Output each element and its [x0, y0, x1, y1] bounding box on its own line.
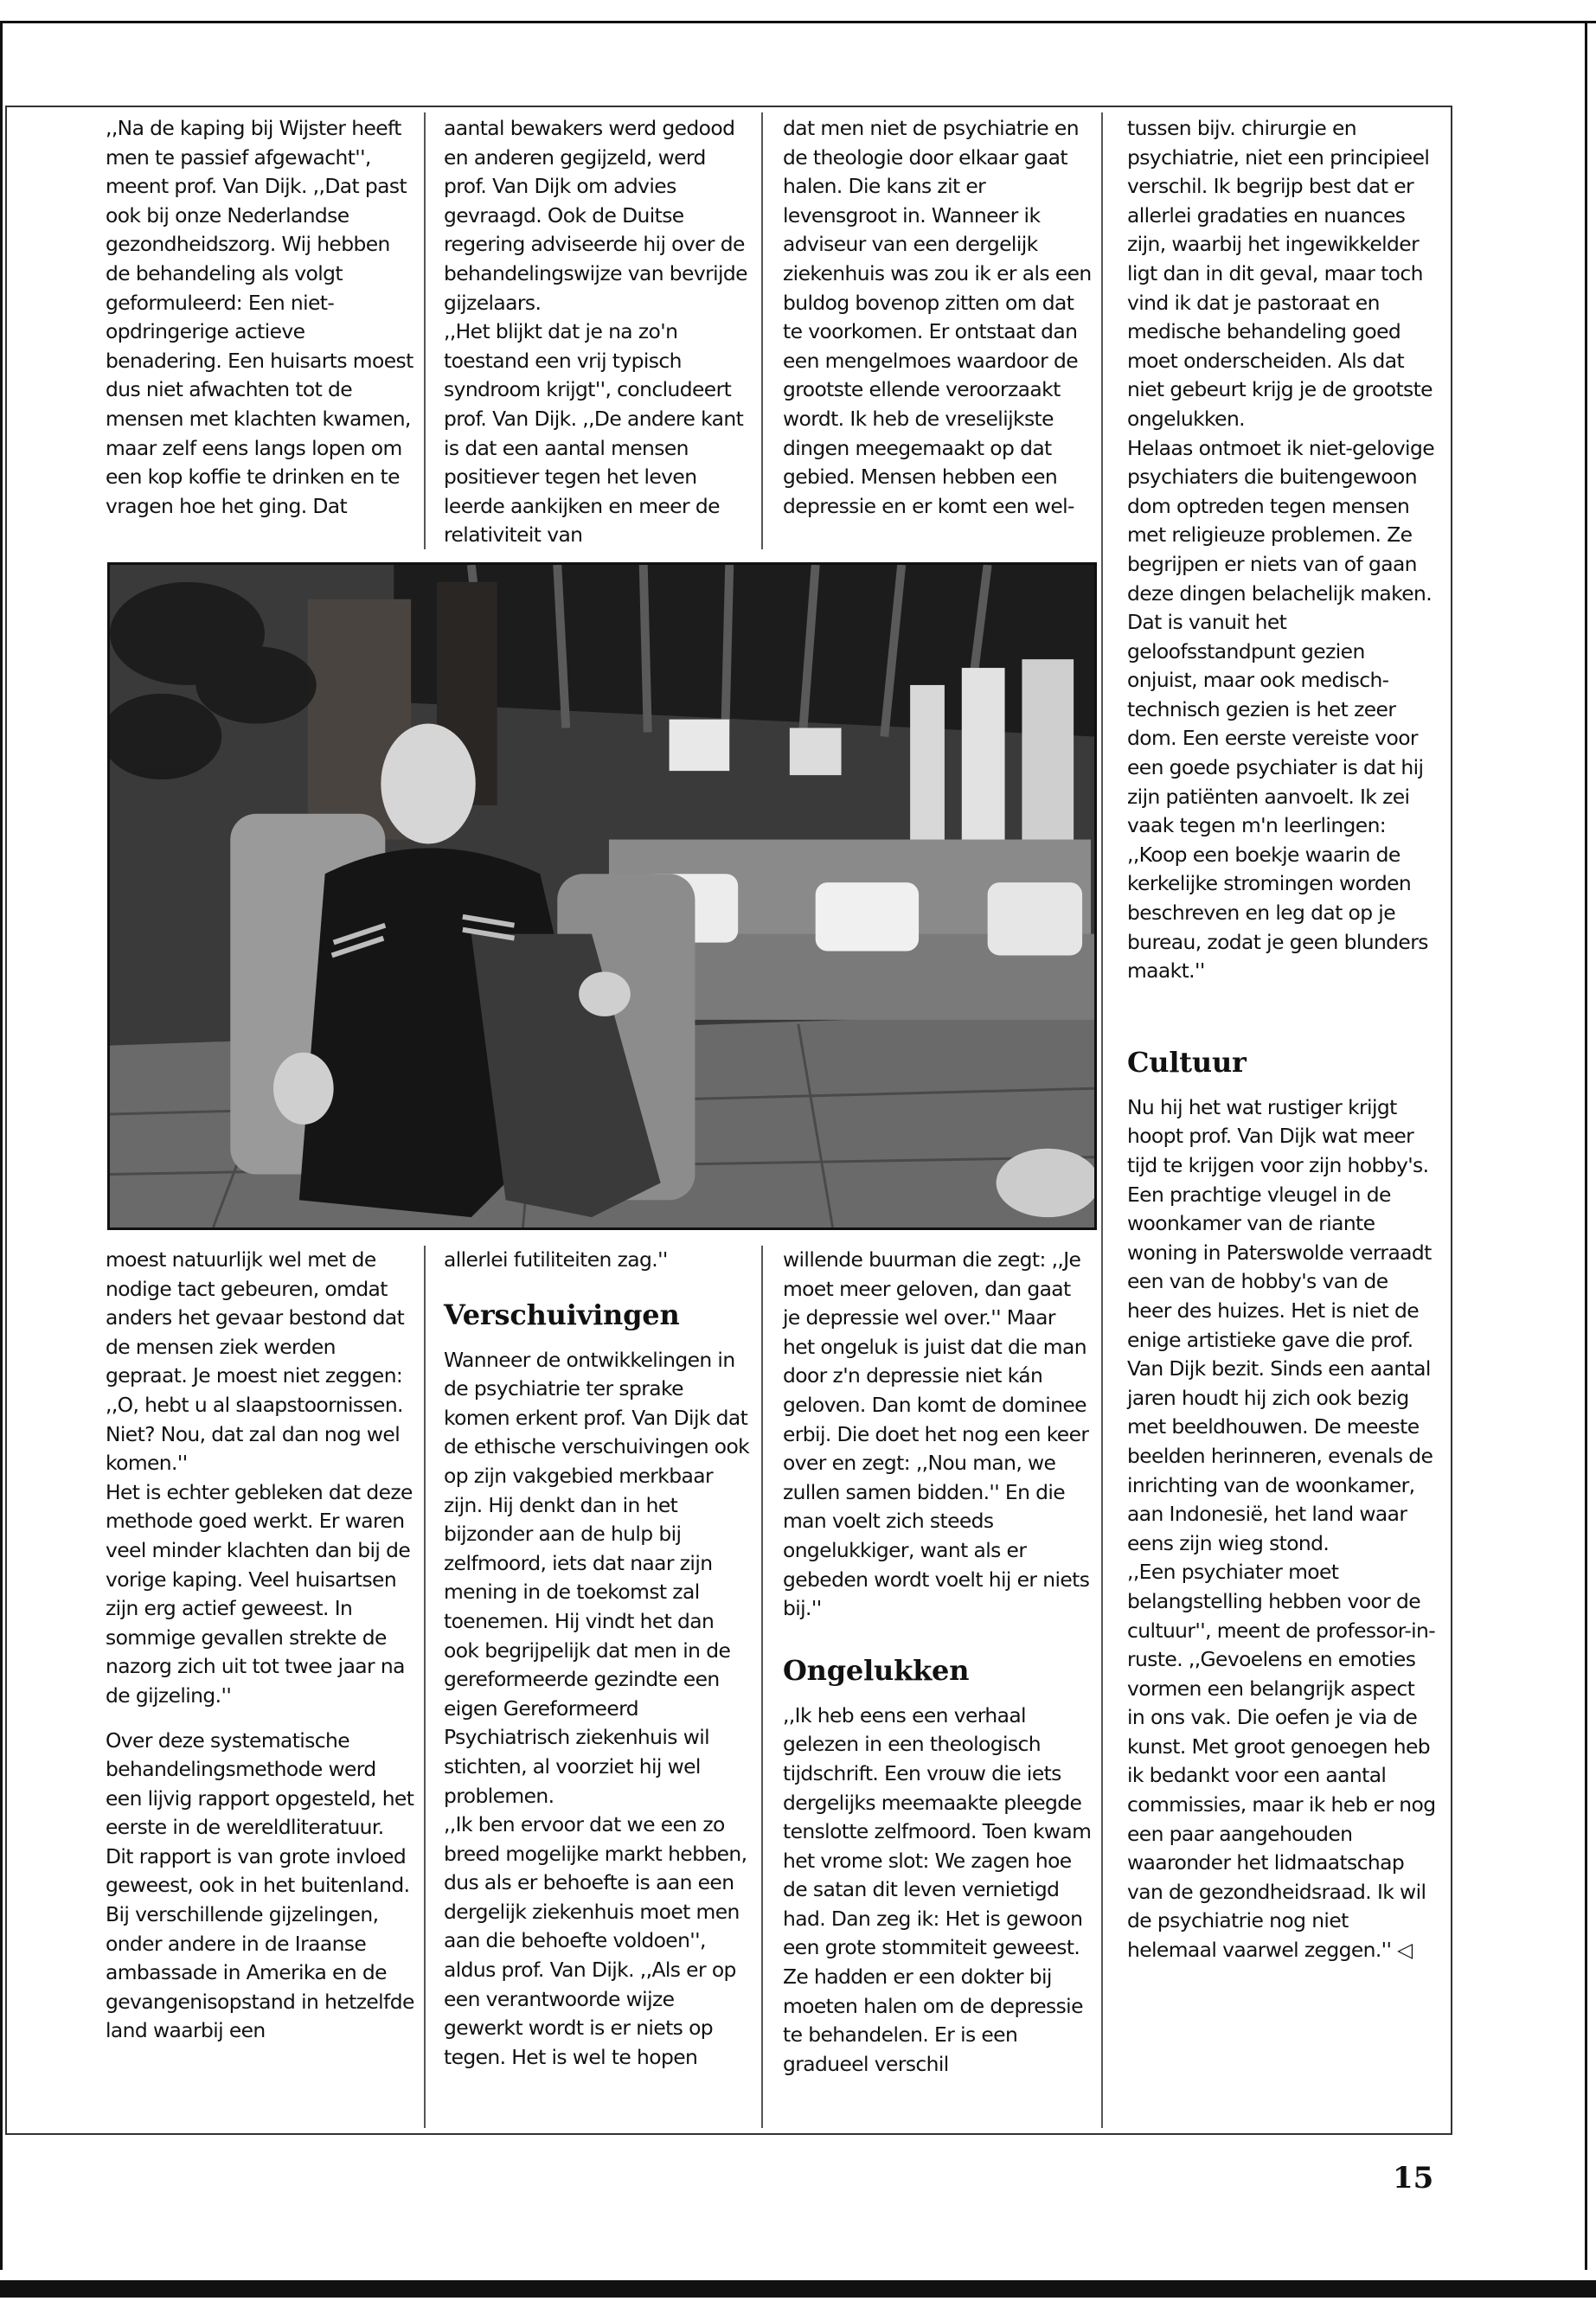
- column-1-top: [106, 114, 415, 521]
- column-rule: [761, 112, 763, 549]
- column-rule: [424, 112, 426, 549]
- section-heading-verschuivingen: Verschuivingen: [444, 1298, 680, 1331]
- photo-man-in-armchair: [107, 562, 1097, 1230]
- photo-man-in-armchair-icon: [110, 565, 1094, 1227]
- column-1-bottom: [106, 1246, 415, 2046]
- paragraph: Nu hij het wat rustiger krijgt hoopt prof. Van Dijk wat meer tijd te krijgen voor zijn hobby's. Een prachtige vleugel in de woonkamer van de riante woning in Paterswolde verraadt een van de hobby's van de heer des huizes. Het is niet de enige artistieke gave die prof. Van Dijk bezit. Sinds een aantal jaren houdt hij zich ook bezig met beeldhouwen. De meeste beelden herinneren, evenals de inrichting van de woonkamer, aan Indonesië, het land waar eens zijn wieg stond.: [1127, 1094, 1433, 1555]
- top-border-line: [0, 21, 1596, 23]
- paragraph: ,,Het blijkt dat je na zo'n toestand een vrij typisch syndroom krijgt'', concludeert prof. Van Dijk. ,,De andere kant is dat een aantal mensen positiever tegen het leven leerde aankijken en meer de relativiteit van: [444, 319, 744, 548]
- paragraph: ,,Na de kaping bij Wijster heeft men te passief afgewacht'', meent prof. Van Dijk. ,,Dat past ook bij onze Nederlandse gezondheidszorg. Wij hebben de behandeling als volgt geformuleerd: Een niet-opdringerige actieve benadering. Een huisarts moest dus niet afwachten tot de mensen met klachten kwamen, maar zelf eens langs lopen om een kop koffie te drinken en te vragen hoe het ging. Dat: [106, 116, 413, 518]
- right-border-line: [1585, 21, 1587, 2270]
- left-border-line: [0, 21, 3, 2270]
- section-heading-ongelukken: Ongelukken: [783, 1653, 970, 1687]
- column-3-top: [783, 114, 1093, 521]
- paragraph: ,,Ik ben ervoor dat we een zo breed mogelijke markt hebben, dus als er behoefte is aan een dergelijk ziekenhuis moet men aan die behoefte voldoen'', aldus prof. Van Dijk. ,,Als er op een verantwoorde wijze gewerkt wordt is er niets op tegen. Het is wel te hopen: [444, 1812, 747, 2069]
- paragraph: Helaas ontmoet ik niet-gelovige psychiaters die buitengewoon dom optreden tegen mensen met religieuze problemen. Ze begrijpen er niets van of gaan deze dingen belachelijk maken. Dat is vanuit het geloofsstandpunt gezien onjuist, maar ook medisch-technisch gezien is het zeer dom. Een eerste vereiste voor een goede psychiater is dat hij zijn patiënten aanvoelt. Ik zei vaak tegen m'n leerlingen: ,,Koop een boekje waarin de kerkelijke stromingen worden beschreven en leg dat op je bureau, zodat je geen blunders maakt.'': [1127, 435, 1434, 984]
- bottom-border-bar: [0, 2280, 1596, 2298]
- paragraph: willende buurman die zegt: ,,Je moet meer geloven, dan gaat je depressie wel over.'' Maar het ongeluk is juist dat die man door z'n depressie niet kán geloven. Dan komt de dominee erbij. Die doet het nog een keer over en zegt: ,,Nou man, we zullen samen bidden.'' En die man voelt zich steeds ongelukkiger, want als er gebeden wordt voelt hij er niets bij.'': [783, 1247, 1090, 1621]
- paragraph: ,,Ik heb eens een verhaal gelezen in een theologisch tijdschrift. Een vrouw die iets dergelijks meemaakte pleegde tenslotte zelfmoord. Toen kwam het vrome slot: We zagen hoe de satan dit leven vernietigd had. Dan zeg ik: Het is gewoon een grote stommiteit geweest. Ze hadden er een dokter bij moeten halen om de depressie te behandelen. Er is een gradueel verschil: [783, 1702, 1092, 2076]
- paragraph: Over deze systematische behandelingsmethode werd een lijvig rapport opgesteld, het eerste in de wereldliteratuur. Dit rapport is van grote invloed geweest, ook in het buitenland. Bij verschillende gijzelingen, onder andere in de Iraanse ambassade in Amerika en de gevangenisopstand in hetzelfde land waarbij een: [106, 1727, 414, 2043]
- column-rule: [761, 1246, 763, 2128]
- paragraph: aantal bewakers werd gedood en anderen gegijzeld, werd prof. Van Dijk om advies gevraagd. Ook de Duitse regering adviseerde hij over de behandelingswijze van bevrijde gijzelaars.: [444, 116, 747, 315]
- column-4: [1127, 114, 1437, 1965]
- page-number: 15: [1393, 2161, 1434, 2195]
- column-rule: [424, 1246, 426, 2128]
- column-rule: [1101, 112, 1103, 2128]
- paragraph: moest natuurlijk wel met de nodige tact gebeuren, omdat anders het gevaar bestond dat de mensen ziek werden gepraat. Je moest niet zeggen: ,,O, hebt u al slaapstoornissen. Niet? Nou, dat zal dan nog wel komen.'': [106, 1247, 405, 1476]
- column-2-top: [444, 114, 753, 550]
- paragraph: allerlei futiliteiten zag.'': [444, 1247, 668, 1272]
- section-heading-cultuur: Cultuur: [1127, 1045, 1247, 1079]
- paragraph: Wanneer de ontwikkelingen in de psychiatrie ter sprake komen erkent prof. Van Dijk dat de ethische verschuivingen ook op zijn vakgebied merkbaar zijn. Hij denkt dan in het bijzonder aan de hulp bij zelfmoord, iets dat naar zijn mening in de toekomst zal toenemen. Hij vindt het dan ook begrijpelijk dat men in de gereformeerde gezindte een eigen Gereformeerd Psychiatrisch ziekenhuis wil stichten, al voorziet hij wel problemen.: [444, 1347, 750, 1808]
- paragraph: Het is echter gebleken dat deze methode goed werkt. Er waren veel minder klachten dan bij de vorige kaping. Veel huisartsen zijn erg actief geweest. In sommige gevallen strekte de nazorg zich uit tot twee jaar na de gijzeling.'': [106, 1479, 413, 1708]
- paragraph: ,,Een psychiater moet belangstelling hebben voor de cultuur'', meent de professor-in-ruste. ,,Gevoelens en emoties vormen een belangrijk aspect in ons vak. Die oefen je via de kunst. Met groot genoegen heb ik bedankt voor een aantal commissies, maar ik heb er nog een paar aangehouden waaronder het lidmaatschap van de gezondheidsraad. Ik wil de psychiatrie nog niet helemaal vaarwel zeggen.'' ◁: [1127, 1560, 1436, 1963]
- paragraph: tussen bijv. chirurgie en psychiatrie, niet een principieel verschil. Ik begrijp best dat er allerlei gradaties en nuances zijn, waarbij het ingewikkelder ligt dan in dit geval, maar toch vind ik dat je pastoraat en medische behandeling goed moet onderscheiden. Als dat niet gebeurt krijg je de grootste ongelukken.: [1127, 116, 1433, 431]
- column-3-bottom: [783, 1246, 1093, 2079]
- column-2-bottom: [444, 1246, 753, 2072]
- paragraph: dat men niet de psychiatrie en de theologie door elkaar gaat halen. Die kans zit er levensgroot in. Wanneer ik adviseur van een dergelijk ziekenhuis was zou ik er als een buldog bovenop zitten om dat te voorkomen. Er ontstaat dan een mengelmoes waardoor de grootste ellende veroorzaakt wordt. Ik heb de vreselijkste dingen meegemaakt op dat gebied. Mensen hebben een depressie en er komt een wel-: [783, 116, 1092, 518]
